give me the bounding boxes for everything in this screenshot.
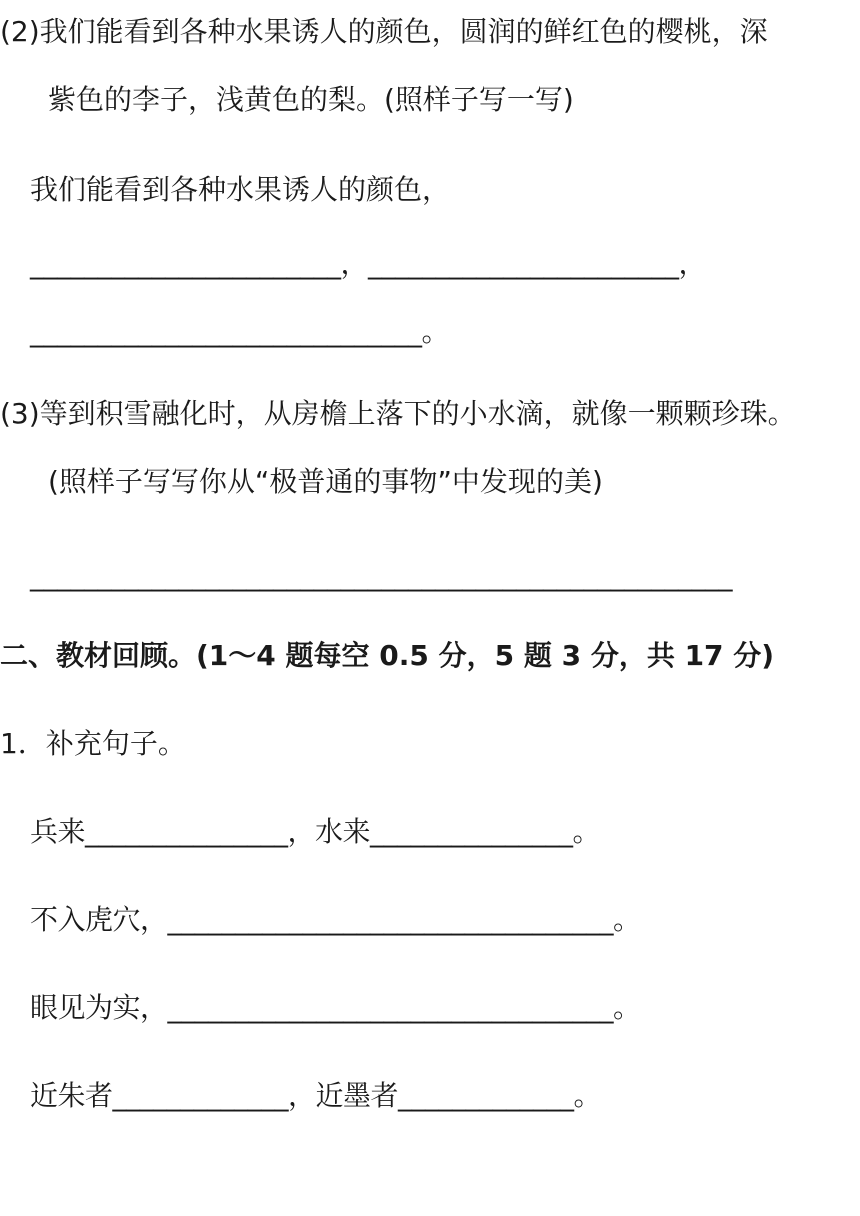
q3-prompt-line1: (3)等到积雪融化时，从房檐上落下的小水滴，就像一颗颗珍珠。 [0,397,796,430]
q3-blank-row[interactable]: ____________________________________________________ [30,559,732,592]
section2-heading: 二、教材回顾。(1～4 题每空 0.5 分，5 题 3 分，共 17 分) [0,639,775,672]
q2-answer-start: 我们能看到各种水果诱人的颜色， [30,173,451,206]
item1-title: 1．补充句子。 [0,727,186,760]
q2-blank-row1[interactable]: _______________________，_______________________， [30,247,707,280]
q2-prompt-line2: 紫色的李子，浅黄色的梨。(照样子写一写) [48,83,574,116]
q2-blank-row2[interactable]: _____________________________。 [30,315,450,348]
q2-prompt-line1: (2)我们能看到各种水果诱人的颜色，圆润的鲜红色的樱桃，深 [0,15,768,48]
q3-prompt-line2: (照样子写写你从“极普通的事物”中发现的美) [48,465,603,498]
item1-row1[interactable]: 兵来_______________，水来_______________。 [30,815,601,848]
item1-row2[interactable]: 不入虎穴，_________________________________。 [30,903,641,936]
item1-row4[interactable]: 近朱者_____________，近墨者_____________。 [30,1079,602,1112]
item1-row3[interactable]: 眼见为实，_________________________________。 [30,991,641,1024]
